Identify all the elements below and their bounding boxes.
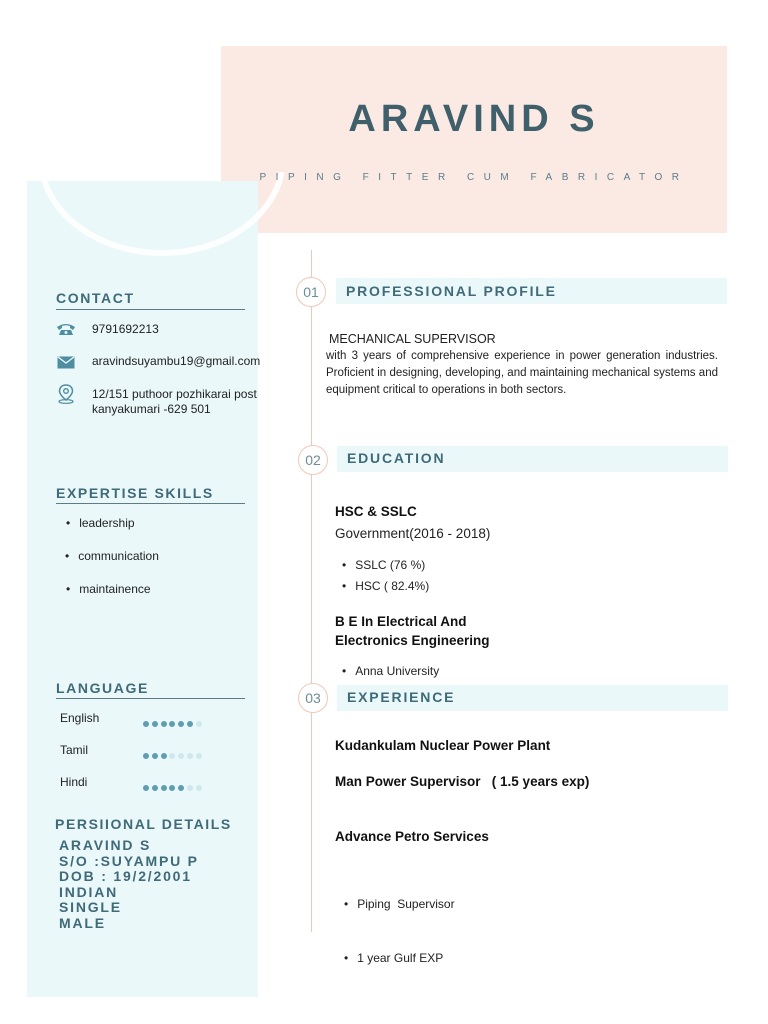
experience-item: • 1 year Gulf EXP [344, 949, 455, 967]
section-number-02: 02 [298, 445, 328, 475]
skills-divider [56, 503, 245, 504]
education-school-subtitle: Government(2016 - 2018) [335, 526, 491, 541]
level-dot-empty [196, 721, 202, 727]
section-number-03: 03 [298, 683, 328, 713]
personal-line: INDIAN [59, 883, 119, 900]
contact-heading: CONTACT [56, 290, 135, 306]
profile-heading: PROFESSIONAL PROFILE [346, 283, 557, 299]
personal-details [59, 838, 199, 932]
contact-address[interactable] [92, 387, 257, 417]
education-school-title: HSC & SSLC [335, 504, 417, 519]
level-dot-filled [169, 721, 175, 727]
level-dot-empty [187, 753, 193, 759]
level-dot-filled [143, 721, 149, 727]
language-divider [56, 698, 245, 699]
skills-heading: EXPERTISE SKILLS [56, 485, 214, 501]
level-dot-filled [152, 785, 158, 791]
personal-line: MALE [59, 914, 106, 931]
contact-divider [56, 309, 245, 310]
personal-line: S/O :SUYAMPU P [59, 852, 199, 869]
level-dot-filled [143, 785, 149, 791]
education-degree-list [342, 664, 439, 678]
level-dot-empty [178, 753, 184, 759]
level-dot-filled [178, 785, 184, 791]
skill-item: • communication [65, 549, 159, 582]
personal-line: DOB : 19/2/2001 [59, 868, 192, 885]
resume-subtitle: PIPING FITTER CUM FABRICATOR [259, 172, 689, 183]
contact-phone[interactable]: 9791692213 [92, 322, 159, 336]
level-dot-filled [161, 721, 167, 727]
personal-line: ARAVIND S [59, 837, 152, 853]
experience-company-1: Kudankulam Nuclear Power Plant [335, 738, 551, 753]
experience-company-2: Advance Petro Services [335, 829, 489, 844]
language-level-tamil [143, 746, 205, 764]
section-number-01: 01 [296, 277, 326, 307]
address-line-1: 12/151 puthoor pozhikarai post [92, 387, 257, 401]
level-dot-filled [143, 753, 149, 759]
level-dot-filled [187, 721, 193, 727]
level-dot-empty [169, 753, 175, 759]
profile-summary: with 3 years of comprehensive experience in power generation industries. Proficient in designing, developing, and maintaining mechanical systems and equipment critical to operations in both sectors. [326, 350, 718, 396]
language-name: English [60, 711, 100, 725]
level-dot-empty [196, 753, 202, 759]
level-dot-empty [187, 785, 193, 791]
degree-line-2: Electronics Engineering [335, 633, 490, 648]
personal-line: SINGLE [59, 899, 122, 916]
language-level-hindi [143, 778, 205, 796]
education-school-list [342, 555, 429, 597]
level-dot-filled [169, 785, 175, 791]
education-score: • HSC ( 82.4%) [342, 576, 429, 597]
address-line-2: kanyakumari -629 501 [92, 402, 211, 416]
skill-item: • leadership [66, 516, 159, 549]
education-degree [335, 612, 490, 650]
experience-list-2 [344, 859, 455, 985]
level-dot-empty [196, 785, 202, 791]
personal-heading: PERSIIONAL DETAILS [55, 816, 232, 832]
language-level-english [143, 714, 205, 732]
experience-heading: EXPERIENCE [347, 689, 456, 705]
level-dot-filled [161, 753, 167, 759]
phone-icon [56, 321, 76, 337]
location-pin-icon [56, 384, 76, 404]
skills-list [66, 516, 159, 615]
skill-item: • maintainence [66, 582, 159, 615]
language-heading: LANGUAGE [56, 680, 149, 696]
contact-email[interactable]: aravindsuyambu19@gmail.com [92, 354, 261, 368]
experience-role-1: Man Power Supervisor ( 1.5 years exp) [335, 774, 590, 789]
language-name: Tamil [60, 743, 89, 757]
profile-role: MECHANICAL SUPERVISOR [329, 332, 496, 346]
degree-line-1: B E In Electrical And [335, 614, 467, 629]
education-heading: EDUCATION [347, 450, 446, 466]
level-dot-filled [178, 721, 184, 727]
timeline-line [311, 250, 312, 932]
mail-icon [56, 354, 76, 370]
experience-item: • Piping Supervisor [344, 895, 455, 913]
level-dot-filled [161, 785, 167, 791]
resume-name: ARAVIND S [348, 98, 600, 140]
level-dot-filled [152, 753, 158, 759]
education-score: • SSLC (76 %) [342, 555, 429, 576]
level-dot-filled [152, 721, 158, 727]
language-name: Hindi [60, 775, 88, 789]
education-university: • Anna University [342, 664, 439, 678]
